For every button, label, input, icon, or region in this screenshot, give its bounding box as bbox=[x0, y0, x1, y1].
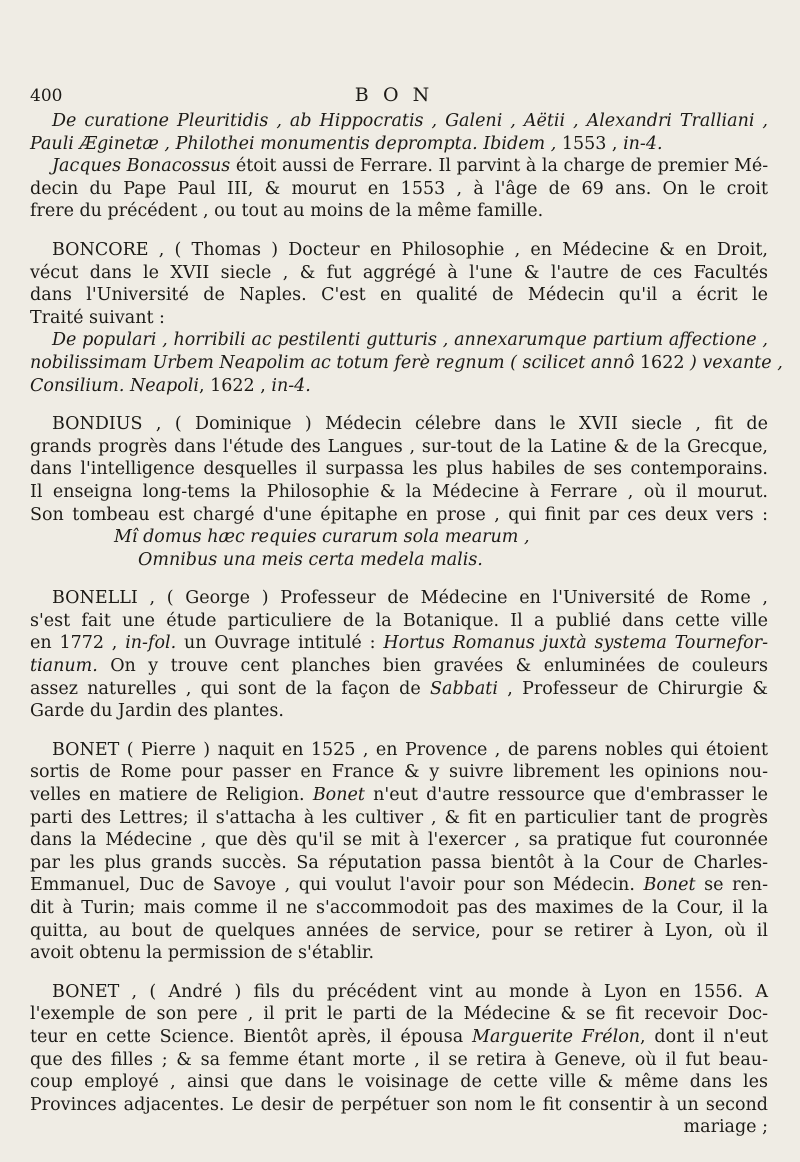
text-line bbox=[30, 133, 768, 156]
italic-text: ) vexante , bbox=[684, 352, 783, 373]
text-segment: par les plus grands succès. Sa réputation passa bientôt à la Cour de Charles- bbox=[30, 852, 768, 873]
text-line bbox=[30, 458, 768, 481]
text-line bbox=[30, 807, 768, 830]
text-line bbox=[30, 1049, 768, 1072]
text-line bbox=[30, 329, 768, 352]
text-line bbox=[30, 1116, 768, 1139]
text-segment: dans l'Université de Naples. C'est en qualité de Médecin qu'il a écrit le bbox=[30, 285, 768, 306]
text-segment: se ren- bbox=[695, 875, 768, 896]
italic-text: Mî domus hæc requies curarum sola mearum , bbox=[114, 527, 530, 548]
text-line bbox=[30, 262, 768, 285]
text-line bbox=[30, 155, 768, 178]
text-line bbox=[30, 375, 768, 398]
text-segment: BONET , ( André ) fils du précédent vint au monde à Lyon en 1556. A bbox=[52, 981, 768, 1002]
text-line bbox=[30, 739, 768, 762]
text-segment: assez naturelles , qui sont de la façon de bbox=[30, 678, 431, 699]
text-line bbox=[30, 610, 768, 633]
text-line bbox=[30, 897, 768, 920]
text-line bbox=[30, 784, 768, 807]
text-segment: que des filles ; & sa femme étant morte , il se retira à Geneve, où il fut beau- bbox=[30, 1049, 768, 1070]
text-segment: parti des Lettres; il s'attacha à les cultiver , & fit en particulier tant de progrès bbox=[30, 807, 768, 828]
italic-text: nobilissimam Urbem Neapolim ac totum ferè regnum ( scilicet annô bbox=[30, 352, 640, 373]
text-line bbox=[30, 352, 783, 375]
text-line bbox=[30, 1094, 768, 1117]
text-segment: , Professeur de Chirurgie & bbox=[497, 678, 768, 699]
text-segment: vécut dans le XVII siecle , & fut aggrégé à l'une & l'autre de ces Facultés bbox=[30, 262, 768, 283]
text-segment: dit à Turin; mais comme il ne s'accommodoit pas des maximes de la Cour, il la bbox=[30, 898, 768, 918]
text-line bbox=[30, 1071, 768, 1094]
text-line bbox=[30, 874, 768, 897]
text-segment: teur en cette Science. Bientôt après, il épousa bbox=[30, 1026, 473, 1047]
text-line bbox=[30, 284, 768, 307]
italic-text: tianum. bbox=[30, 656, 98, 677]
text-line bbox=[30, 942, 768, 965]
text-segment: s'est fait une étude particuliere de la Botanique. Il a publié dans cette ville bbox=[30, 610, 768, 631]
text-line bbox=[30, 239, 768, 262]
text-line bbox=[30, 981, 768, 1004]
text-segment: grands progrès dans l'étude des Langues , sur-tout de la Latine & de la Grecque, bbox=[30, 436, 768, 457]
running-head: BON bbox=[354, 84, 444, 106]
text-segment: avoit obtenu la permission de s'établir. bbox=[30, 943, 375, 964]
text-segment: Son tombeau est chargé d'une épitaphe en prose , qui finit par ces deux vers : bbox=[30, 504, 768, 525]
text-segment: 1622 bbox=[639, 352, 685, 373]
italic-text: in-4. bbox=[623, 133, 663, 154]
text-segment: l'exemple de son pere , il prit le parti de la Médecine & se fit recevoir Doc- bbox=[30, 1004, 768, 1025]
text-segment: Il enseigna long-tems la Philosophie & la Médecine à Ferrare , où il mourut. bbox=[30, 481, 768, 502]
italic-text: Sabbati bbox=[430, 678, 498, 699]
italic-text: Bonet bbox=[312, 785, 365, 806]
text-line bbox=[30, 678, 768, 701]
text-segment: decin du Pape Paul III, & mourut en 1553 , à l'âge de 69 ans. On le croit bbox=[30, 178, 768, 199]
italic-text: Bonet bbox=[643, 875, 696, 896]
paragraph-gap bbox=[30, 397, 768, 413]
page-number: 400 bbox=[30, 86, 63, 106]
text-line bbox=[30, 829, 768, 852]
text-line bbox=[30, 504, 768, 527]
text-line bbox=[30, 587, 768, 610]
italic-text: De curatione Pleuritidis , ab Hippocratis , Galeni , Aëtii , Alexandri Tralliani , bbox=[52, 111, 768, 131]
italic-text: Omnibus una meis certa medela malis. bbox=[138, 549, 483, 570]
text-line bbox=[30, 700, 768, 723]
text-segment: quitta, au bout de quelques années de service, pour se retirer à Lyon, où il bbox=[30, 920, 768, 941]
text-line bbox=[30, 110, 768, 133]
text-line bbox=[30, 549, 768, 572]
text-line bbox=[30, 200, 768, 223]
text-line bbox=[30, 852, 768, 875]
text-segment: Provinces adjacentes. Le desir de perpétuer son nom le fit consentir à un second bbox=[30, 1094, 768, 1115]
italic-text: Pauli Æginetæ , Philothei monumentis deprompta. Ibidem , bbox=[30, 133, 562, 154]
text-segment: dans l'intelligence desquelles il surpassa les plus habiles de ses contemporains. bbox=[30, 459, 768, 480]
text-line bbox=[30, 178, 768, 201]
text-line bbox=[30, 436, 768, 459]
italic-text: in-4. bbox=[271, 375, 311, 396]
italic-text: Marguerite Frélon bbox=[472, 1026, 641, 1047]
text-segment: n'eut d'autre ressource que d'embrasser le bbox=[364, 785, 768, 806]
text-segment: coup employé , ainsi que dans le voisinage de cette ville & même dans les bbox=[30, 1072, 768, 1093]
text-line bbox=[30, 526, 768, 549]
text-line bbox=[30, 481, 768, 504]
text-segment: Traité suivant : bbox=[30, 307, 165, 328]
paragraph-gap bbox=[30, 223, 768, 239]
text-segment: , dont il n'eut bbox=[640, 1026, 768, 1047]
text-segment: BONDIUS , ( Dominique ) Médecin célebre dans le XVII siecle , fit de bbox=[52, 414, 768, 435]
text-segment: BONELLI , ( George ) Professeur de Médecine en l'Université de Rome , bbox=[52, 588, 768, 609]
text-segment: mariage ; bbox=[683, 1117, 768, 1138]
page-header bbox=[30, 82, 768, 110]
paragraph-gap bbox=[30, 571, 768, 587]
text-segment: 1553 , bbox=[561, 133, 624, 154]
italic-text: Jacques Bonacossus bbox=[52, 156, 231, 177]
italic-text: in-fol. bbox=[125, 633, 177, 654]
paragraph-gap bbox=[30, 965, 768, 981]
text-line bbox=[30, 1026, 768, 1049]
text-line bbox=[30, 413, 768, 436]
text-segment: velles en matiere de Religion. bbox=[30, 785, 313, 806]
text-segment: un Ouvrage intitulé : bbox=[176, 633, 384, 654]
text-segment: étoit aussi de Ferrare. Il parvint à la charge de premier Mé- bbox=[230, 156, 769, 177]
text-line bbox=[30, 307, 768, 330]
text-segment: Garde du Jardin des plantes. bbox=[30, 701, 284, 722]
text-segment: , 1622 , bbox=[199, 375, 272, 396]
body-text bbox=[30, 110, 783, 1139]
text-line bbox=[30, 1003, 768, 1026]
text-segment: Emmanuel, Duc de Savoye , qui voulut l'avoir pour son Médecin. bbox=[30, 875, 644, 896]
text-segment: sortis de Rome pour passer en France & y suivre librement les opinions nou- bbox=[30, 762, 768, 783]
text-segment: dans la Médecine , que dès qu'il se mit à l'exercer , sa pratique fut couronnée bbox=[30, 830, 768, 851]
italic-text: Hortus Romanus juxtà systema Tournefor- bbox=[383, 633, 768, 654]
text-line bbox=[30, 632, 768, 655]
text-line bbox=[30, 761, 768, 784]
text-line bbox=[30, 920, 768, 943]
text-line bbox=[30, 655, 768, 678]
text-segment: BONCORE , ( Thomas ) Docteur en Philosophie , en Médecine & en Droit, bbox=[52, 239, 768, 260]
text-segment: frere du précédent , ou tout au moins de la même famille. bbox=[30, 201, 544, 222]
italic-text: De populari , horribili ac pestilenti gutturis , annexarumque partium affectione , bbox=[52, 330, 768, 351]
text-segment: en 1772 , bbox=[30, 633, 126, 654]
italic-text: Consilium. Neapoli bbox=[30, 375, 199, 396]
text-segment: BONET ( Pierre ) naquit en 1525 , en Provence , de parens nobles qui étoient bbox=[52, 739, 768, 760]
paragraph-gap bbox=[30, 723, 768, 739]
text-segment: On y trouve cent planches bien gravées & enluminées de couleurs bbox=[97, 656, 768, 677]
